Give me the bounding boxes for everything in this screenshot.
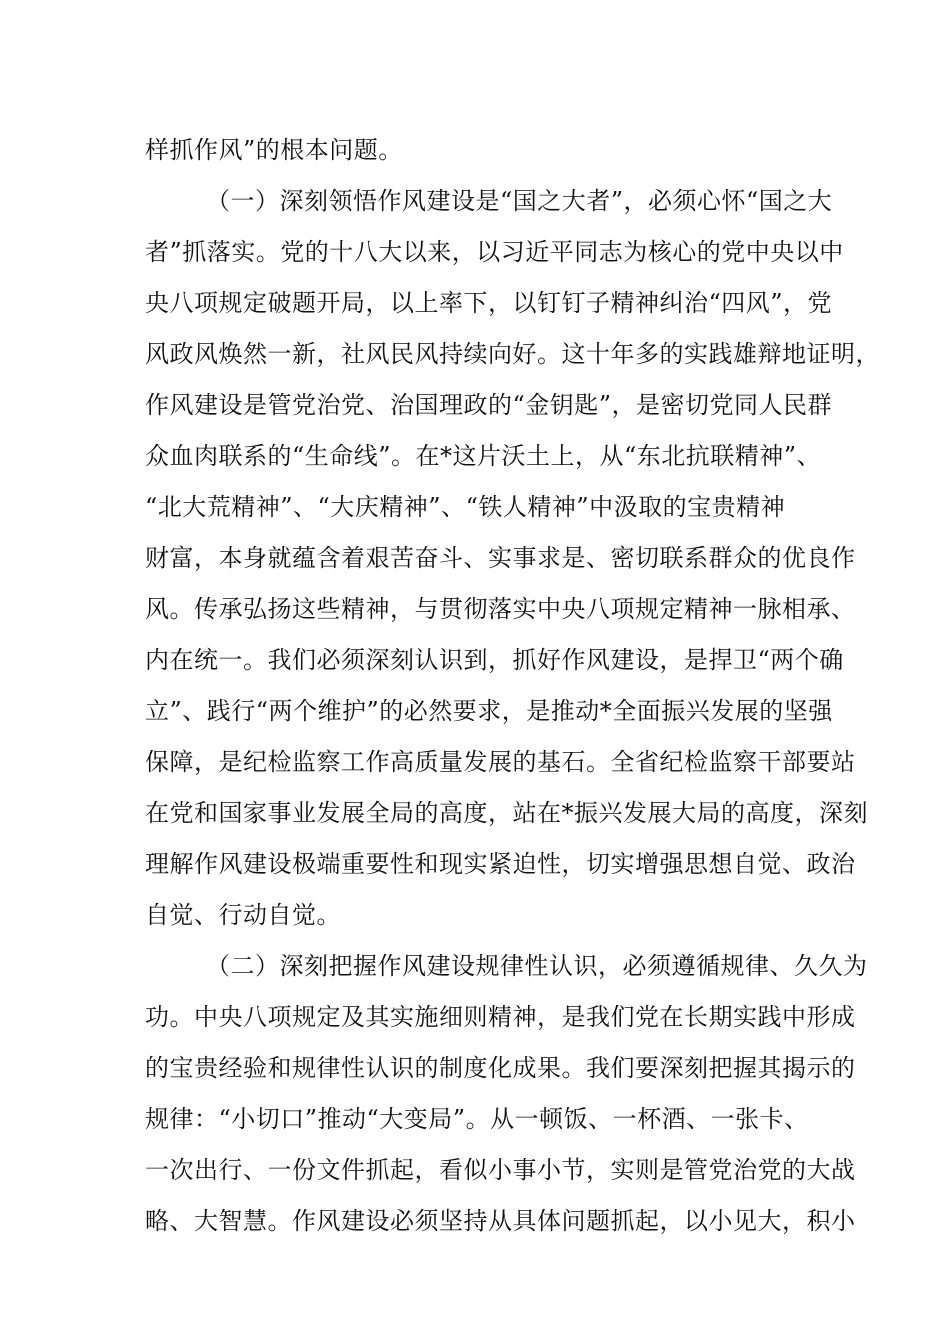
text-line: 功。中央八项规定及其实施细则精神，是我们党在长期实践中形成	[145, 1003, 856, 1031]
text-line: 央八项规定破题开局，以上率下，以钉钉子精神纠治“四风”，党	[145, 289, 833, 317]
text-line: 一次出行、一份文件抓起，看似小事小节，实则是管党治党的大战	[145, 1156, 856, 1184]
text-line: 风政风焕然一新，社风民风持续向好。这十年多的实践雄辩地证明，	[145, 340, 880, 368]
text-line: 理解作风建设极端重要性和现实紧迫性，切实增强思想自觉、政治	[145, 850, 856, 878]
text-line: 保障，是纪检监察工作高质量发展的基石。全省纪检监察干部要站	[145, 748, 856, 776]
text-line: 在党和国家事业发展全局的高度，站在*振兴发展大局的高度，深刻	[145, 799, 868, 827]
text-line: 立”、践行“两个维护”的必然要求，是推动*全面振兴发展的坚强	[145, 697, 833, 725]
text-line: “北大荒精神”、“大庆精神”、“铁人精神”中汲取的宝贵精神	[145, 493, 786, 521]
text-line: 众血肉联系的“生命线”。在*这片沃土上，从“东北抗联精神”、	[145, 442, 822, 470]
text-line: 样抓作风”的根本问题。	[145, 136, 403, 164]
text-line: 作风建设是管党治党、治国理政的“金钥匙”，是密切党同人民群	[145, 391, 833, 419]
text-line: 自觉、行动自觉。	[145, 901, 341, 929]
text-line: 的宝贵经验和规律性认识的制度化成果。我们要深刻把握其揭示的	[145, 1054, 856, 1082]
text-line: 规律：“小切口”推动“大变局”。从一顿饭、一杯酒、一张卡、	[145, 1105, 809, 1133]
text-line: 风。传承弘扬这些精神，与贯彻落实中央八项规定精神一脉相承、	[145, 595, 856, 623]
text-line: 财富，本身就蕴含着艰苦奋斗、实事求是、密切联系群众的优良作	[145, 544, 856, 572]
paragraph-1-first-line: （一）深刻领悟作风建设是“国之大者”，必须心怀“国之大	[206, 187, 833, 215]
text-line: 内在统一。我们必须深刻认识到，抓好作风建设，是捍卫“两个确	[145, 646, 844, 674]
text-line: 者”抓落实。党的十八大以来，以习近平同志为核心的党中央以中	[145, 238, 844, 266]
paragraph-2-first-line: （二）深刻把握作风建设规律性认识，必须遵循规律、久久为	[206, 952, 868, 980]
text-line: 略、大智慧。作风建设必须坚持从具体问题抓起，以小见大，积小	[145, 1207, 856, 1235]
